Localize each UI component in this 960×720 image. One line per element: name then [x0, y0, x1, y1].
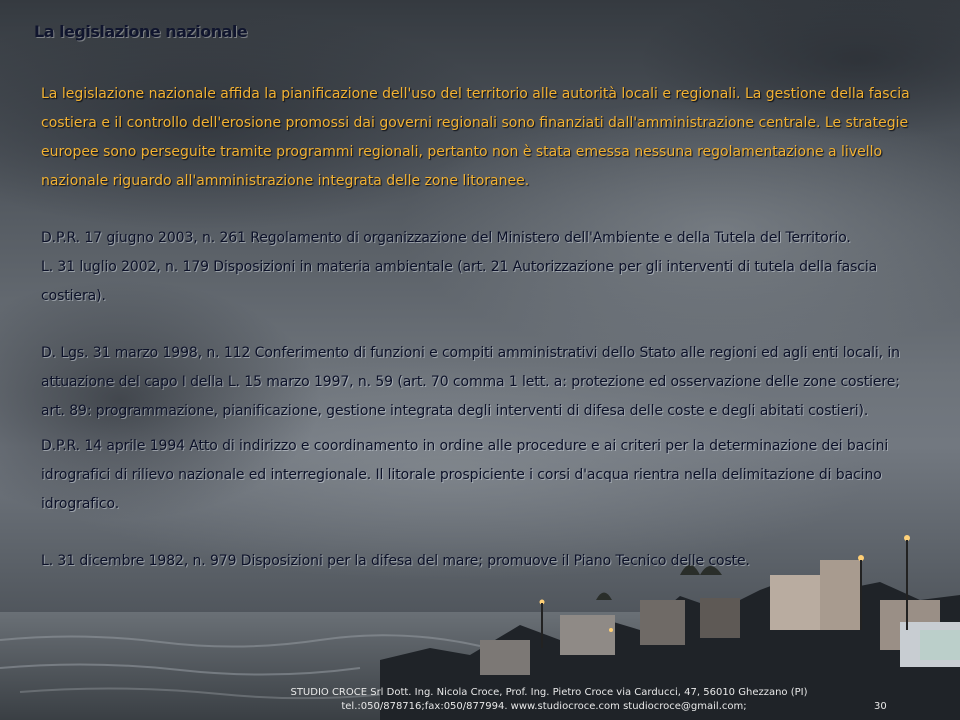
law-l-1982: L. 31 dicembre 1982, n. 979 Disposizioni per la difesa del mare; promuove il Piano Tecnico delle coste. — [41, 553, 750, 569]
footer-company-address: STUDIO CROCE Srl Dott. Ing. Nicola Croce, Prof. Ing. Pietro Croce via Carducci, 47, 56010 Ghezzano (PI) — [290, 687, 808, 698]
footer-contacts: tel.:050/878716;fax:050/877994. www.studiocroce.com studiocroce@gmail.com; — [341, 701, 747, 712]
law-dlgs-1998: D. Lgs. 31 marzo 1998, n. 112 Conferimento di funzioni e compiti amministrativi dello Stato alle regioni ed agli enti locali, in attuazione del capo I della L. 15 marzo 1997, n. 59 (art. 70 comma 1 lett. a: protezione ed osservazione delle zone costiere; art. 89: programmazione, pianificazione, gestione integrata degli interventi di difesa delle coste e degli abitati costieri). — [41, 345, 900, 419]
law-dpr-1994: D.P.R. 14 aprile 1994 Atto di indirizzo e coordinamento in ordine alle procedure e ai criteri per la determinazione dei bacini idrografici di rilievo nazionale ed interregionale. Il litorale prospiciente i corsi d'acqua rientra nella delimitazione di bacino idrografico. — [41, 438, 889, 512]
intro-paragraph: La legislazione nazionale affida la pianificazione dell'uso del territorio alle autorità locali e regionali. La gestione della fascia costiera e il controllo dell'erosione promossi dai governi regionali sono finanziati dall'amministrazione centrale. Le strategie europee sono perseguite tramite programmi regionali, pertanto non è stata emessa nessuna regolamentazione a livello nazionale riguardo all'amministrazione integrata delle zone litoranee. — [41, 86, 910, 189]
law-l-2002: L. 31 luglio 2002, n. 179 Disposizioni in materia ambientale (art. 21 Autorizzazione per gli interventi di tutela della fascia costiera). — [41, 259, 878, 304]
page-number: 30 — [874, 701, 887, 712]
law-dpr-2003: D.P.R. 17 giugno 2003, n. 261 Regolamento di organizzazione del Ministero dell'Ambiente e della Tutela del Territorio. — [41, 230, 851, 246]
footer — [0, 686, 960, 714]
slide-title: La legislazione nazionale — [34, 22, 248, 41]
